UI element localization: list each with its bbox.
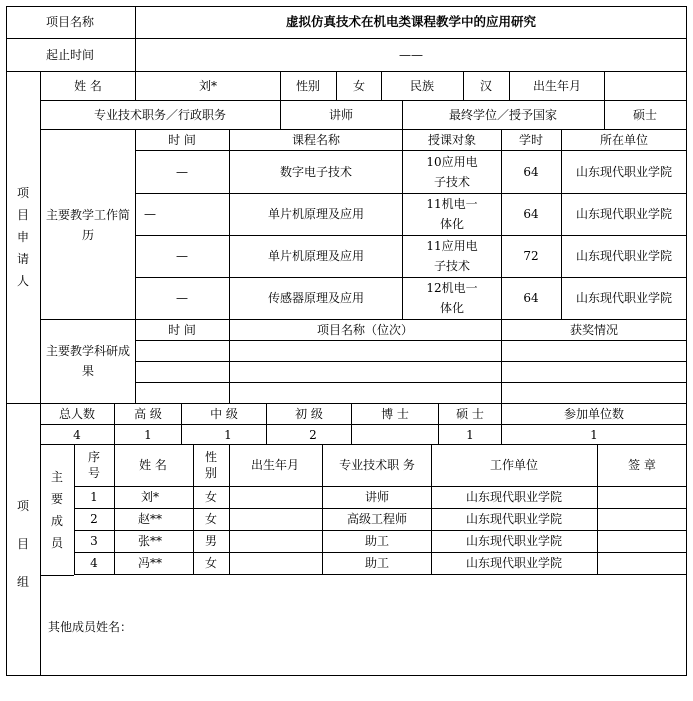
applicant-degree: 硕士 [632,108,658,122]
member-title: 讲师 [364,490,390,504]
applicant-name: 刘* [198,79,218,93]
member-unit: 山东现代职业学院 [465,512,563,526]
teaching-row-hours: 64 [523,165,539,179]
teaching-row-target: 10应用电子技术 [426,155,478,189]
project-name: 虚拟仿真技术在机电类课程教学中的应用研究 [285,14,537,29]
teaching-row-course: 数字电子技术 [279,165,353,179]
research-col-award: 获奖情况 [569,323,619,337]
teaching-col-unit: 所在单位 [599,133,649,147]
count-value: 4 [73,428,81,442]
members-col-name: 姓 名 [139,458,167,472]
applicant-ethnicity: 汉 [479,79,493,93]
teaching-row-unit: 山东现代职业学院 [575,291,672,305]
member-name: 张** [137,534,163,548]
teaching-row-unit: 山东现代职业学院 [575,249,672,263]
member-seq: 3 [90,534,98,548]
member-gender: 女 [204,490,218,504]
project-name-label: 项目名称 [45,15,95,29]
period-value: —— [399,48,423,62]
member-unit: 山东现代职业学院 [465,534,563,548]
member-gender: 女 [204,556,218,570]
ethnicity-label: 民族 [409,79,435,93]
name-label: 姓 名 [74,79,102,93]
teaching-row-target: 11应用电子技术 [426,239,478,273]
member-gender: 女 [204,512,218,526]
member-title: 助工 [364,556,390,570]
member-name: 刘* [140,490,160,504]
applicant-gender: 女 [352,79,366,93]
teaching-row-hours: 64 [523,207,539,221]
member-seq: 4 [90,556,98,570]
count-value: 1 [590,428,598,442]
count-header: 高 级 [134,407,162,421]
birth-label: 出生年月 [532,79,582,93]
teaching-row-unit: 山东现代职业学院 [575,165,672,179]
members-col-birth: 出生年月 [250,458,300,472]
members-col-title: 专业技术职 务 [339,458,415,472]
teaching-row-unit: 山东现代职业学院 [575,207,672,221]
count-value: 1 [144,428,152,442]
period-label: 起止时间 [45,48,95,62]
title-label: 专业技术职务／行政职务 [93,108,227,122]
count-header: 参加单位数 [563,407,625,421]
teaching-row-time: — [176,165,188,179]
count-header: 总人数 [58,407,96,421]
teaching-col-time: 时 间 [168,133,196,147]
members-col-sign: 签 章 [628,458,656,472]
members-label: 主要成员 [50,470,63,550]
member-seq: 1 [90,490,98,504]
teaching-col-hours: 学时 [518,133,544,147]
member-name: 冯** [137,556,163,570]
teaching-col-course: 课程名称 [291,133,341,147]
count-value: 2 [309,428,317,442]
teaching-row-time: — [176,291,188,305]
members-col-seq: 序号 [87,450,100,480]
teaching-row-time: — [144,207,156,221]
other-members-label: 其他成员姓名： [48,620,133,634]
member-unit: 山东现代职业学院 [465,556,563,570]
teaching-row-target: 12机电一体化 [426,281,478,315]
member-title: 助工 [364,534,390,548]
member-unit: 山东现代职业学院 [465,490,563,504]
count-header: 硕 士 [456,407,484,421]
degree-label: 最终学位／授予国家 [448,108,558,122]
count-header: 初 级 [295,407,323,421]
teaching-row-hours: 72 [523,249,539,263]
group-section-label: 项目组 [16,499,29,589]
research-col-time: 时 间 [168,323,196,337]
teaching-row-time: — [176,249,188,263]
count-value: 1 [466,428,474,442]
research-col-project: 项目名称（位次） [316,323,414,337]
teaching-row-target: 11机电一体化 [426,197,478,231]
member-name: 赵** [137,512,163,526]
members-col-unit: 工作单位 [489,458,539,472]
count-value: 1 [224,428,232,442]
count-header: 博 士 [381,407,409,421]
member-seq: 2 [90,512,98,526]
applicant-section-label: 项目申请人 [16,186,29,288]
teaching-row-hours: 64 [523,291,539,305]
teaching-col-target: 授课对象 [427,133,477,147]
applicant-title: 讲师 [328,108,354,122]
gender-label: 性别 [295,79,321,93]
research-label: 主要教学科研成果 [46,344,131,378]
member-title: 高级工程师 [346,512,408,526]
members-col-gender: 性别 [204,450,217,480]
teaching-row-course: 传感器原理及应用 [267,291,365,305]
count-header: 中 级 [210,407,238,421]
teaching-row-course: 单片机原理及应用 [267,249,365,263]
teaching-row-course: 单片机原理及应用 [267,207,365,221]
teaching-history-label: 主要教学工作简历 [46,208,131,242]
member-gender: 男 [204,534,218,548]
